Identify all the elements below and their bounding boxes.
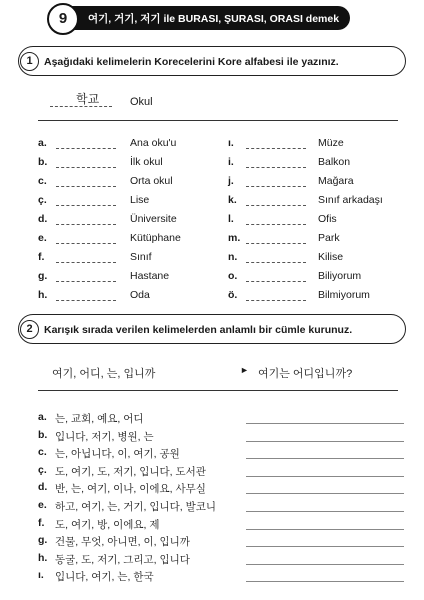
answer-blank[interactable] (56, 224, 116, 225)
scrambled-words: 하고, 여기, 는, 거기, 입니다, 발코니 (55, 501, 217, 513)
unit-title: 여기, 거기, 저기 ile BURASI, ŞURASI, ORASI demek (88, 13, 340, 25)
vocabulary-word: Biliyorum (318, 270, 362, 282)
item-letter: b. (38, 428, 48, 441)
scrambled-words: 입니다, 저기, 병원, 는 (55, 430, 154, 443)
answer-blank[interactable] (246, 167, 306, 168)
item-letter: a. (38, 137, 47, 149)
vocabulary-word: Balkon (318, 156, 351, 168)
item-letter: j. (228, 175, 234, 187)
item-letter: g. (38, 534, 48, 547)
vocabulary-word: Ana oku'u (130, 137, 177, 149)
item-letter: l. (228, 213, 234, 225)
item-letter: a. (38, 411, 47, 423)
section1-example-word: Okul (130, 96, 153, 108)
answer-blank[interactable] (246, 186, 306, 187)
vocabulary-word: Sınıf (130, 251, 152, 263)
vocabulary-word: Kütüphane (130, 232, 181, 244)
sentence-answer-line[interactable] (246, 493, 404, 494)
vocabulary-word: Müze (318, 137, 344, 149)
item-letter: ı. (38, 569, 44, 582)
section1-instruction: Aşağıdaki kelimelerin Korecelerini Kore alfabesi ile yazınız. (44, 56, 339, 68)
vocabulary-word: Sınıf arkadaşı (318, 194, 383, 206)
answer-blank[interactable] (56, 243, 116, 244)
vocabulary-word: Orta okul (130, 175, 173, 187)
section1-example-line (50, 106, 112, 107)
answer-blank[interactable] (246, 148, 306, 149)
answer-blank[interactable] (56, 281, 116, 282)
scrambled-words: 반, 는, 여기, 이나, 이에요, 사무실 (55, 483, 206, 496)
item-letter: g. (38, 270, 48, 282)
item-letter: k. (228, 194, 237, 206)
answer-blank[interactable] (56, 167, 116, 168)
item-letter: d. (38, 481, 48, 494)
item-letter: e. (38, 232, 47, 244)
section2-example-words: 여기, 어디, 는, 입니까 (52, 368, 156, 380)
item-letter: i. (228, 156, 234, 168)
answer-blank[interactable] (56, 262, 116, 263)
sentence-answer-line[interactable] (246, 581, 404, 582)
scrambled-words: 는, 아닙니다, 이, 여기, 공원 (55, 448, 180, 461)
unit-number-badge: 9 (47, 3, 79, 35)
sentence-answer-line[interactable] (246, 511, 404, 512)
section2-number: 2 (20, 320, 39, 339)
item-letter: ç. (38, 194, 47, 206)
item-letter: ö. (228, 289, 238, 301)
item-letter: e. (38, 499, 47, 511)
answer-blank[interactable] (56, 148, 116, 149)
item-letter: f. (38, 251, 45, 263)
item-letter: o. (228, 270, 238, 282)
sentence-answer-line[interactable] (246, 458, 404, 459)
answer-blank[interactable] (246, 300, 306, 301)
scrambled-words: 는, 교회, 예요, 어디 (55, 413, 144, 425)
section1-number: 1 (20, 52, 39, 71)
item-letter: f. (38, 516, 45, 529)
item-letter: h. (38, 551, 48, 564)
item-letter: c. (38, 446, 47, 459)
scrambled-words: 도, 여기, 방, 이에요, 제 (55, 518, 160, 531)
item-letter: d. (38, 213, 48, 225)
vocabulary-word: Ofis (318, 213, 337, 225)
section1-separator (38, 120, 398, 121)
vocabulary-word: Lise (130, 194, 150, 206)
item-letter: n. (228, 251, 238, 263)
item-letter: h. (38, 289, 48, 301)
sentence-answer-line[interactable] (246, 423, 404, 424)
answer-blank[interactable] (246, 243, 306, 244)
item-letter: c. (38, 175, 47, 187)
item-letter: ı. (228, 137, 234, 149)
vocabulary-word: Hastane (130, 270, 170, 282)
scrambled-words: 건물, 무엇, 아니면, 이, 입니까 (55, 536, 190, 549)
sentence-answer-line[interactable] (246, 546, 404, 547)
answer-blank[interactable] (246, 205, 306, 206)
section2-separator (38, 390, 398, 391)
arrow-icon: ► (240, 365, 249, 375)
sentence-answer-line[interactable] (246, 441, 404, 442)
answer-blank[interactable] (56, 205, 116, 206)
scrambled-words: 도, 여기, 도, 저기, 입니다, 도서관 (55, 465, 206, 478)
answer-blank[interactable] (246, 262, 306, 263)
section1-example-korean: 학교 (76, 92, 100, 106)
item-letter: ç. (38, 463, 47, 476)
scrambled-words: 동굴, 도, 저기, 그리고, 입니다 (55, 553, 190, 566)
section2-instruction: Karışık sırada verilen kelimelerden anlamlı bir cümle kurunuz. (44, 324, 353, 336)
answer-blank[interactable] (246, 224, 306, 225)
sentence-answer-line[interactable] (246, 476, 404, 477)
scrambled-words: 입니다, 여기, 는, 한국 (55, 571, 154, 584)
section2-example-answer: 여기는 어디입니까? (258, 368, 353, 380)
vocabulary-word: İlk okul (130, 156, 163, 168)
item-letter: b. (38, 156, 48, 168)
item-letter: m. (228, 232, 241, 244)
answer-blank[interactable] (56, 300, 116, 301)
vocabulary-word: Üniversite (130, 213, 177, 225)
vocabulary-word: Oda (130, 289, 150, 301)
vocabulary-word: Bilmiyorum (318, 289, 370, 301)
answer-blank[interactable] (246, 281, 306, 282)
vocabulary-word: Park (318, 232, 340, 244)
vocabulary-word: Kilise (318, 251, 344, 263)
vocabulary-word: Mağara (318, 175, 354, 187)
sentence-answer-line[interactable] (246, 564, 404, 565)
answer-blank[interactable] (56, 186, 116, 187)
sentence-answer-line[interactable] (246, 529, 404, 530)
